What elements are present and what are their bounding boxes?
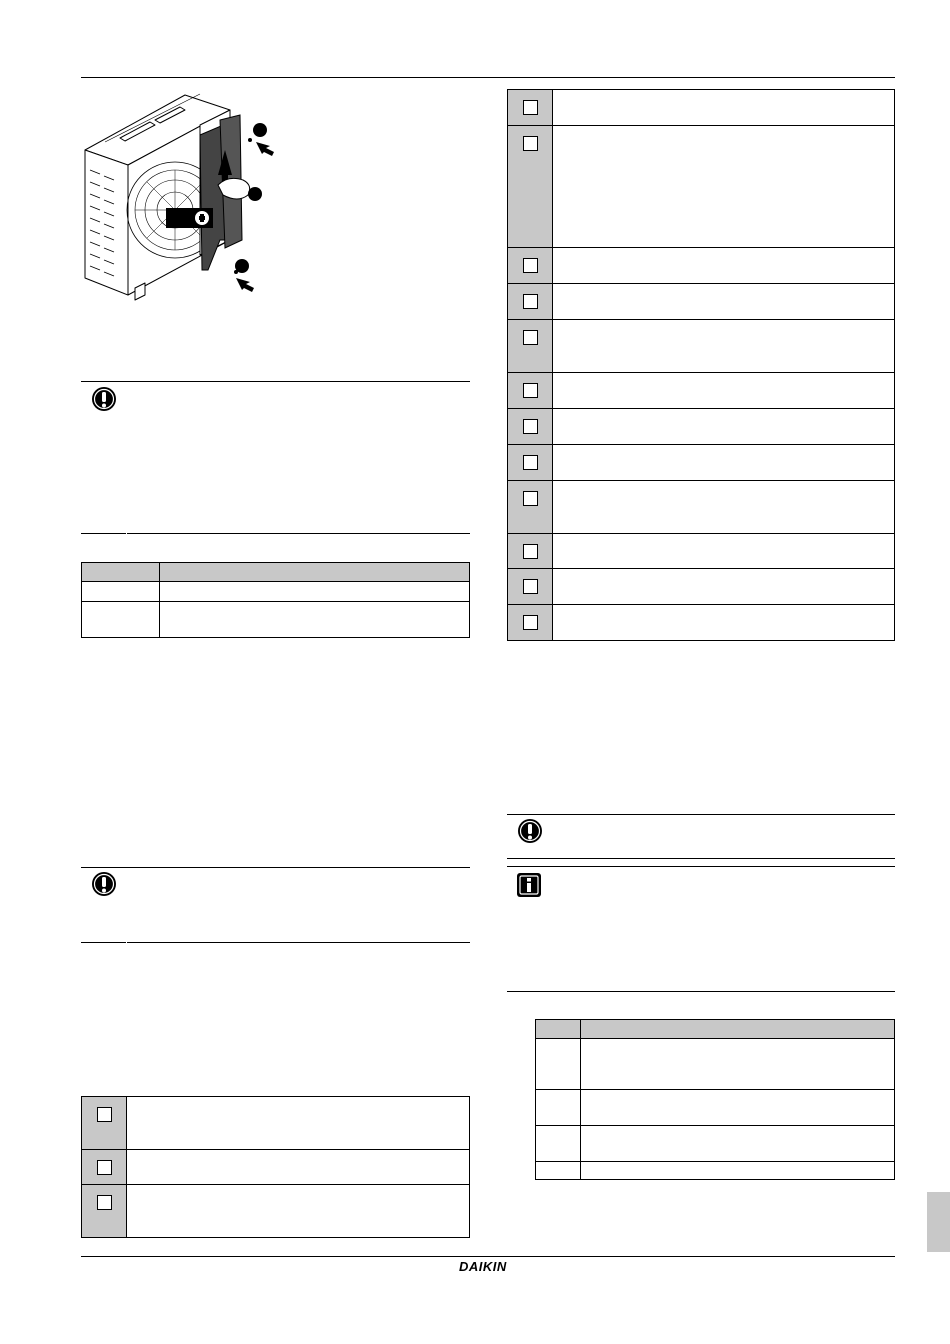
notice-1-bottom-rule-short <box>81 533 126 534</box>
checklist-text-cell <box>553 284 895 320</box>
table-cell <box>82 582 160 602</box>
checklist-row <box>508 373 895 409</box>
table-cell <box>536 1039 581 1090</box>
table-cell <box>581 1090 895 1126</box>
exclamation-circle-icon <box>91 871 117 897</box>
checklist-text-cell <box>553 90 895 126</box>
checkbox[interactable] <box>523 383 538 398</box>
notice-1-bottom-rule <box>127 533 470 534</box>
table-left-1 <box>81 562 470 638</box>
checkbox[interactable] <box>97 1195 112 1210</box>
checkbox-cell <box>82 1097 127 1150</box>
table-row <box>536 1126 895 1162</box>
checkbox[interactable] <box>523 330 538 345</box>
checklist-row <box>508 90 895 126</box>
checkbox-cell <box>508 248 553 284</box>
info-top-rule <box>507 866 895 867</box>
checkbox[interactable] <box>523 100 538 115</box>
table-cell <box>581 1126 895 1162</box>
checkbox-cell <box>508 409 553 445</box>
footer-rule <box>81 1256 895 1257</box>
notice-1-top-rule <box>81 381 470 382</box>
table-header-cell <box>82 563 160 582</box>
checklist-row <box>82 1097 470 1150</box>
checkbox-cell <box>82 1150 127 1185</box>
checklist-text-cell <box>553 320 895 373</box>
checklist-row <box>82 1185 470 1238</box>
checklist-row <box>508 569 895 605</box>
table-cell <box>160 582 470 602</box>
table-row <box>536 1162 895 1180</box>
checkbox[interactable] <box>523 294 538 309</box>
checkbox[interactable] <box>523 579 538 594</box>
checklist-right <box>507 89 895 641</box>
checklist-text-cell <box>553 569 895 605</box>
table-cell <box>536 1126 581 1162</box>
table-row <box>536 1090 895 1126</box>
checkbox[interactable] <box>523 544 538 559</box>
checklist-row <box>508 534 895 569</box>
checkbox[interactable] <box>523 258 538 273</box>
table-header-row <box>82 563 470 582</box>
checkbox-cell <box>508 126 553 248</box>
checklist-text-cell <box>553 445 895 481</box>
checklist-row <box>508 409 895 445</box>
table-row <box>82 582 470 602</box>
checkbox-cell <box>508 605 553 641</box>
checkbox[interactable] <box>523 455 538 470</box>
checklist-row <box>508 284 895 320</box>
checklist-row <box>508 605 895 641</box>
outdoor-unit-illustration <box>80 90 280 305</box>
checklist-row <box>508 320 895 373</box>
checklist-row <box>508 126 895 248</box>
checkbox[interactable] <box>523 419 538 434</box>
table-right-1 <box>535 1019 895 1180</box>
checklist-text-cell <box>553 605 895 641</box>
checklist-left <box>81 1096 470 1238</box>
checklist-row <box>508 445 895 481</box>
checkbox-cell <box>508 569 553 605</box>
table-header-cell <box>536 1020 581 1039</box>
checkbox[interactable] <box>97 1160 112 1175</box>
checkbox-cell <box>508 90 553 126</box>
notice-2-bottom-rule-short <box>81 942 126 943</box>
table-cell <box>581 1039 895 1090</box>
checklist-text-cell <box>127 1097 470 1150</box>
brand-logo: DAIKIN <box>459 1259 507 1274</box>
table-cell <box>536 1090 581 1126</box>
checklist-row <box>508 248 895 284</box>
checkbox-cell <box>508 373 553 409</box>
checklist-text-cell <box>553 481 895 534</box>
checklist-text-cell <box>553 534 895 569</box>
header-rule <box>81 77 895 78</box>
notice-3-top-rule <box>507 814 895 815</box>
table-cell <box>160 602 470 638</box>
notice-2-bottom-rule <box>127 942 470 943</box>
checklist-text-cell <box>553 373 895 409</box>
checklist-text-cell <box>553 126 895 248</box>
table-cell <box>82 602 160 638</box>
table-header-cell <box>160 563 470 582</box>
checklist-text-cell <box>553 248 895 284</box>
table-row <box>536 1039 895 1090</box>
table-row <box>82 602 470 638</box>
checklist-text-cell <box>127 1150 470 1185</box>
side-tab <box>927 1192 950 1252</box>
checkbox-cell <box>508 320 553 373</box>
checklist-row <box>508 481 895 534</box>
table-header-row <box>536 1020 895 1039</box>
table-header-cell <box>581 1020 895 1039</box>
checkbox[interactable] <box>523 491 538 506</box>
checklist-row <box>82 1150 470 1185</box>
info-square-icon <box>516 872 542 898</box>
notice-2-top-rule <box>81 867 470 868</box>
checkbox-cell <box>508 445 553 481</box>
info-bottom-rule <box>507 991 895 992</box>
checkbox-cell <box>82 1185 127 1238</box>
checkbox[interactable] <box>97 1107 112 1122</box>
checkbox[interactable] <box>523 615 538 630</box>
exclamation-circle-icon <box>517 818 543 844</box>
checklist-text-cell <box>127 1185 470 1238</box>
exclamation-circle-icon <box>91 386 117 412</box>
checklist-text-cell <box>553 409 895 445</box>
checkbox-cell <box>508 284 553 320</box>
checkbox-cell <box>508 481 553 534</box>
table-cell <box>581 1162 895 1180</box>
table-cell <box>536 1162 581 1180</box>
notice-3-bottom-rule <box>507 858 895 859</box>
checkbox[interactable] <box>523 136 538 151</box>
checkbox-cell <box>508 534 553 569</box>
